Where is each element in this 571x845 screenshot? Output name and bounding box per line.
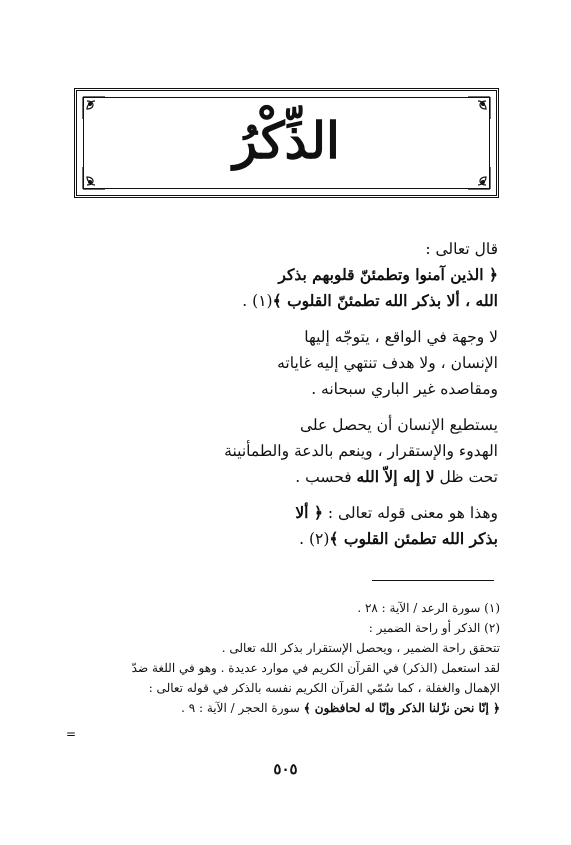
quran-verse-line: ﴿ إنّا نحن نزّلنا الذكر وإنّا له لحافظون ﴾ bbox=[303, 701, 500, 715]
page-title: الذِّكْرُ bbox=[233, 111, 340, 170]
paragraph-meaning bbox=[80, 500, 498, 552]
text-fragment: فحسب . bbox=[295, 468, 357, 486]
quran-verse-line: ﴿ الذين آمنوا وتطمئنّ قلوبهم بذكر bbox=[278, 265, 498, 284]
text-line: لا وجهة في الواقع ، يتوجّه إليها bbox=[304, 328, 498, 346]
quran-verse-line: بذكر الله تطمئن القلوب ﴾ bbox=[329, 529, 498, 548]
page-number: ٥٠٥ bbox=[273, 760, 298, 778]
footnote-ref: (١) . bbox=[242, 292, 273, 310]
main-text bbox=[80, 236, 498, 562]
quran-verse-line: الله ، ألا بذكر الله تطمئنّ القلوب ﴾ bbox=[272, 291, 498, 310]
text-line: الإنسان ، ولا هدف تنتهي إليه غاياته bbox=[277, 354, 498, 372]
footnotes bbox=[70, 598, 500, 718]
footnote-divider bbox=[372, 580, 494, 581]
tahlil-phrase: لا إله إلاّ الله bbox=[356, 467, 435, 486]
text-line bbox=[80, 500, 498, 526]
text-line: يستطيع الإنسان أن يحصل على bbox=[299, 416, 498, 434]
paragraph-tranquility bbox=[80, 412, 498, 490]
footnote-1: (١) سورة الرعد / الآية : ٢٨ . bbox=[357, 601, 500, 615]
text-fragment: سورة الحجر / الآية : ٩ . bbox=[181, 701, 304, 715]
footnote-text: تتحقق راحة الضمير ، ويحصل الإستقرار بذكر الله تعالى . bbox=[221, 641, 500, 655]
footnote-text: الإهمال والغفلة ، كما سُمّي القرآن الكريم نفسه بالذكر في قوله تعالى : bbox=[148, 681, 500, 695]
text-line bbox=[80, 288, 498, 314]
text-line: الهدوء والإستقرار ، وينعم بالدعة والطمأنينة bbox=[224, 442, 498, 460]
footnote-2: (٢) الذكر أو راحة الضمير : bbox=[368, 621, 500, 635]
footnote-ref: (٢) . bbox=[299, 530, 330, 548]
title-frame bbox=[74, 88, 499, 198]
text-line bbox=[80, 526, 498, 552]
text-line: قال تعالى : bbox=[425, 240, 498, 258]
text-fragment: وهذا هو معنى قوله تعالى : bbox=[322, 504, 498, 522]
footnote-text: لقد استعمل (الذكر) في القرآن الكريم في موارد عديدة . وهو في اللغة ضدّ bbox=[131, 661, 500, 675]
continuation-mark: = bbox=[66, 727, 77, 741]
text-line bbox=[80, 464, 498, 490]
quran-verse-line: ﴿ ألا bbox=[295, 503, 323, 522]
paragraph-direction bbox=[80, 324, 498, 402]
text-fragment: تحت ظل bbox=[434, 468, 498, 486]
footnote-text bbox=[70, 698, 500, 718]
text-line: ومقاصده غير الباري سبحانه . bbox=[311, 380, 498, 398]
paragraph-verse bbox=[80, 236, 498, 314]
